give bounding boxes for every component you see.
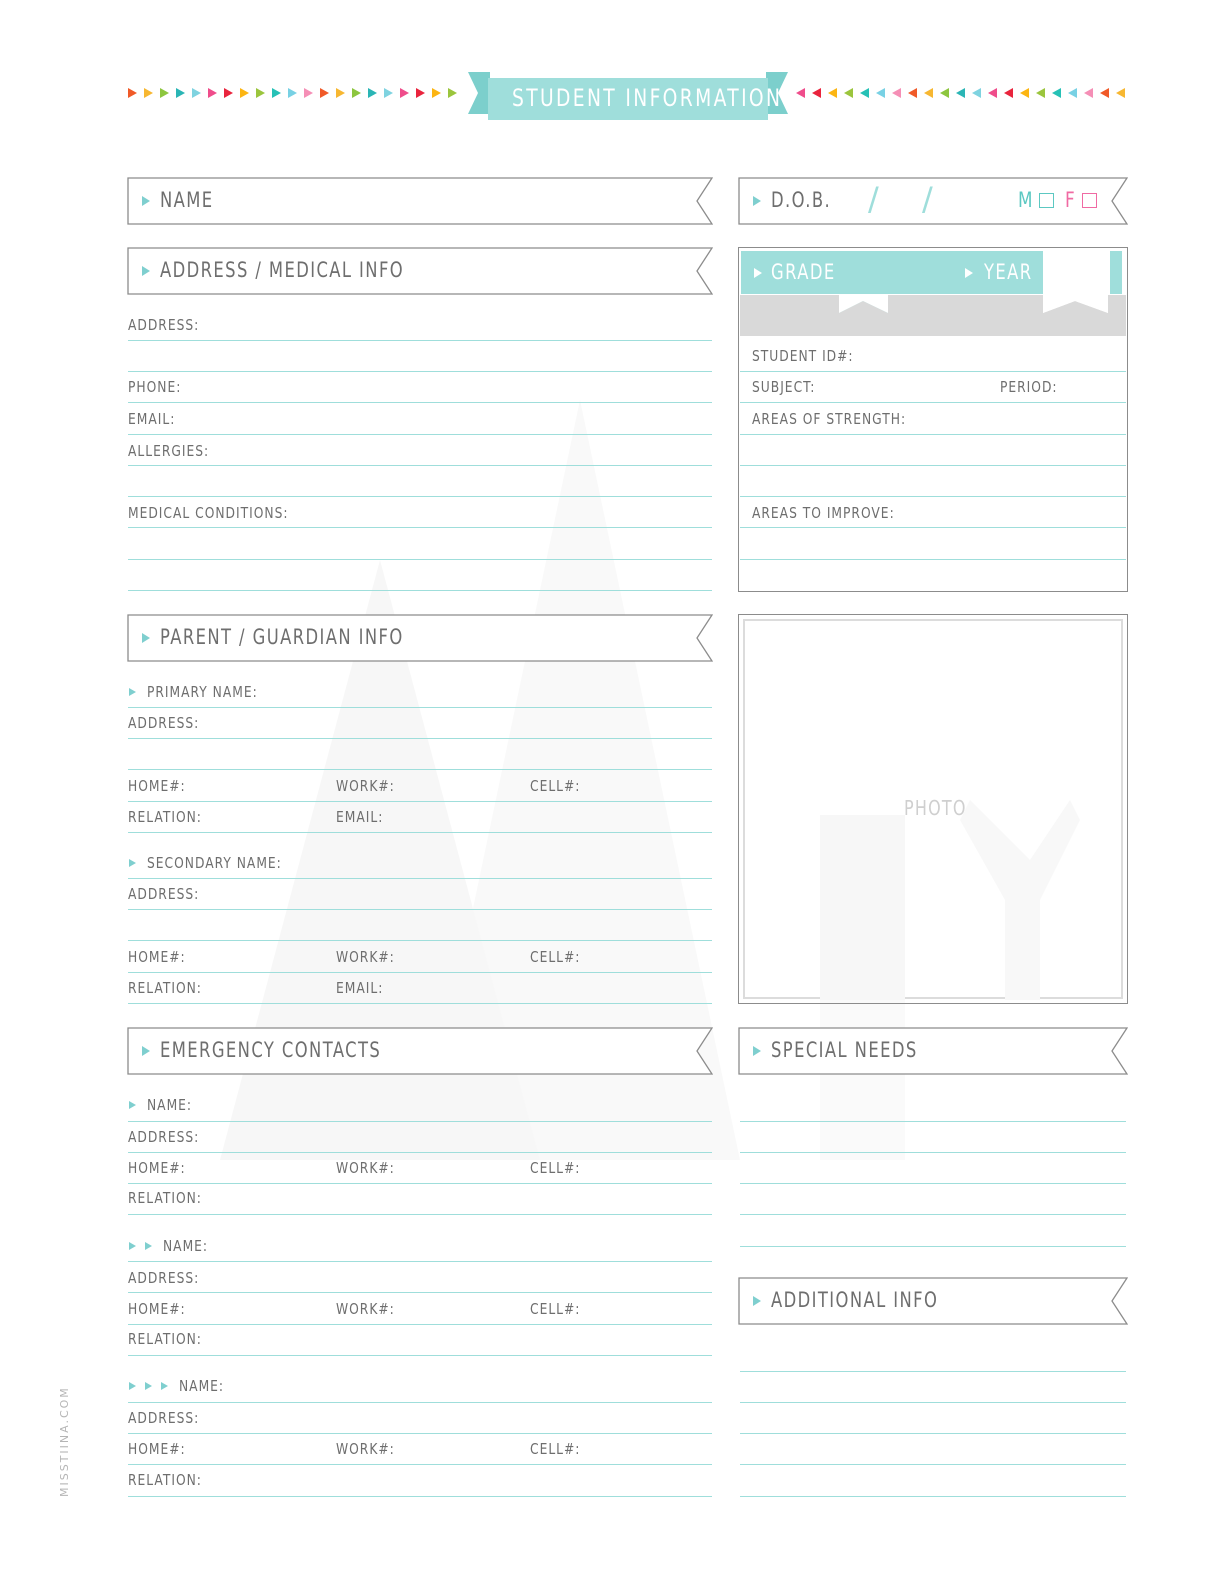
decorative-triangle-icon [828, 88, 837, 98]
contact1-work-label: WORK#: [336, 1159, 395, 1177]
improve-line[interactable] [740, 559, 1126, 560]
contact1-home-label: HOME#: [128, 1159, 186, 1177]
primary-name-line[interactable] [128, 707, 712, 708]
special-needs-line[interactable] [740, 1121, 1126, 1122]
medical-conditions-line[interactable] [128, 527, 712, 528]
phone-field-label: PHONE: [128, 378, 182, 396]
decorative-triangle-icon [1084, 88, 1093, 98]
improve-line[interactable] [740, 527, 1126, 528]
dob-label: D.O.B. [771, 188, 832, 212]
decorative-triangle-icon [1052, 88, 1061, 98]
primary-relation-label: RELATION: [128, 808, 202, 826]
secondary-name-line[interactable] [128, 878, 712, 879]
contact3-cell-label: CELL#: [530, 1440, 581, 1458]
primary-home-label: HOME#: [128, 777, 186, 795]
contact3-relation-line[interactable] [128, 1496, 712, 1497]
strengths-line[interactable] [740, 465, 1126, 466]
bullet-arrow-icon [129, 1382, 136, 1390]
bullet-arrow-icon [161, 1382, 168, 1390]
decorative-triangle-icon [224, 88, 233, 98]
phone-line[interactable] [128, 402, 712, 403]
bullet-arrow-icon [129, 1101, 136, 1109]
additional-info-line[interactable] [740, 1496, 1126, 1497]
additional-info-title: ADDITIONAL INFO [771, 1288, 939, 1312]
contact1-phone-line[interactable] [128, 1183, 712, 1184]
decorative-triangle-icon [176, 88, 185, 98]
address-line[interactable] [128, 371, 712, 372]
decorative-triangle-icon [384, 88, 393, 98]
decorative-triangle-icon [336, 88, 345, 98]
special-needs-title: SPECIAL NEEDS [771, 1038, 918, 1062]
grade-label: GRADE [771, 260, 836, 284]
decorative-triangle-icon [144, 88, 153, 98]
decorative-triangle-icon [192, 88, 201, 98]
bullet-arrow-icon [753, 1296, 761, 1306]
contact2-name-label: NAME: [163, 1237, 209, 1255]
medical-conditions-line[interactable] [128, 559, 712, 560]
bullet-arrow-icon [753, 196, 761, 206]
special-needs-line[interactable] [740, 1152, 1126, 1153]
secondary-cell-label: CELL#: [530, 948, 581, 966]
decorative-triangle-icon [448, 88, 457, 98]
decorative-triangle-icon [1020, 88, 1029, 98]
bullet-arrow-icon [129, 1242, 136, 1250]
decorative-triangle-icon [860, 88, 869, 98]
decorative-triangle-icon [892, 88, 901, 98]
bullet-arrow-icon [965, 268, 973, 278]
special-needs-line[interactable] [740, 1183, 1126, 1184]
secondary-name-label: SECONDARY NAME: [147, 854, 282, 872]
contact3-work-label: WORK#: [336, 1440, 395, 1458]
decorative-triangle-icon [128, 88, 137, 98]
contact2-relation-label: RELATION: [128, 1330, 202, 1348]
parent-title: PARENT / GUARDIAN INFO [160, 625, 404, 649]
male-checkbox[interactable] [1039, 193, 1054, 208]
medical-conditions-line[interactable] [128, 590, 712, 591]
decorative-triangle-icon [288, 88, 297, 98]
strengths-line[interactable] [740, 434, 1126, 435]
female-checkbox[interactable] [1082, 193, 1097, 208]
contact2-name-line[interactable] [128, 1261, 712, 1262]
primary-address-line[interactable] [128, 738, 712, 739]
dob-separator: / [922, 180, 933, 218]
male-label: M [1018, 188, 1033, 212]
decorative-triangle-icon [812, 88, 821, 98]
strengths-label: AREAS OF STRENGTH: [752, 410, 907, 428]
secondary-address-line[interactable] [128, 940, 712, 941]
improve-label: AREAS TO IMPROVE: [752, 504, 895, 522]
contact2-phone-line[interactable] [128, 1324, 712, 1325]
contact2-cell-label: CELL#: [530, 1300, 581, 1318]
bullet-arrow-icon [754, 268, 762, 278]
email-field-label: EMAIL: [128, 410, 176, 428]
secondary-relation-line[interactable] [128, 1003, 712, 1004]
contact2-address-label: ADDRESS: [128, 1269, 200, 1287]
secondary-address-line[interactable] [128, 909, 712, 910]
allergies-line[interactable] [128, 496, 712, 497]
decorative-triangle-icon [972, 88, 981, 98]
decorative-triangle-icon [368, 88, 377, 98]
period-label: PERIOD: [1000, 378, 1058, 396]
secondary-home-label: HOME#: [128, 948, 186, 966]
decorative-triangle-icon [956, 88, 965, 98]
contact2-home-label: HOME#: [128, 1300, 186, 1318]
decorative-triangle-icon [240, 88, 249, 98]
primary-address-line[interactable] [128, 769, 712, 770]
decorative-triangle-icon [908, 88, 917, 98]
primary-name-label: PRIMARY NAME: [147, 683, 258, 701]
year-label: YEAR [984, 260, 1033, 284]
secondary-relation-label: RELATION: [128, 979, 202, 997]
secondary-phone-line[interactable] [128, 972, 712, 973]
special-needs-line[interactable] [740, 1214, 1126, 1215]
secondary-work-label: WORK#: [336, 948, 395, 966]
contact2-work-label: WORK#: [336, 1300, 395, 1318]
address-field-label: ADDRESS: [128, 316, 200, 334]
bullet-arrow-icon [753, 1046, 761, 1056]
email-line[interactable] [128, 434, 712, 435]
contact1-address-line[interactable] [128, 1152, 712, 1153]
decorative-triangle-icon [256, 88, 265, 98]
subject-line[interactable] [740, 402, 1126, 403]
bullet-arrow-icon [145, 1382, 152, 1390]
decorative-triangle-icon [432, 88, 441, 98]
primary-address-label: ADDRESS: [128, 714, 200, 732]
page-title: STUDENT INFORMATION [512, 84, 783, 112]
photo-watermark-graphic [820, 800, 1080, 1000]
bullet-arrow-icon [142, 196, 150, 206]
decorative-triangle-icon [208, 88, 217, 98]
decorative-triangle-icon [924, 88, 933, 98]
medical-conditions-field-label: MEDICAL CONDITIONS: [128, 504, 289, 522]
contact1-address-label: ADDRESS: [128, 1128, 200, 1146]
contact3-relation-label: RELATION: [128, 1471, 202, 1489]
decorative-triangle-icon [796, 88, 805, 98]
additional-info-line[interactable] [740, 1433, 1126, 1434]
decorative-triangle-icon [876, 88, 885, 98]
decorative-triangle-icon [352, 88, 361, 98]
contact3-phone-line[interactable] [128, 1464, 712, 1465]
contact2-address-line[interactable] [128, 1292, 712, 1293]
special-needs-line[interactable] [740, 1246, 1126, 1247]
strengths-line[interactable] [740, 496, 1126, 497]
decorative-triangle-icon [416, 88, 425, 98]
decorative-triangle-icon [1036, 88, 1045, 98]
primary-email-label: EMAIL: [336, 808, 384, 826]
photo-label: PHOTO [904, 796, 967, 820]
decorative-triangle-icon [940, 88, 949, 98]
contact2-relation-line[interactable] [128, 1355, 712, 1356]
student-id-line[interactable] [740, 371, 1126, 372]
name-banner [127, 177, 713, 226]
decorative-triangle-icon [1100, 88, 1109, 98]
primary-cell-label: CELL#: [530, 777, 581, 795]
site-credit: MISSTIINA.COM [58, 1386, 71, 1497]
address-line[interactable] [128, 340, 712, 341]
allergies-field-label: ALLERGIES: [128, 442, 210, 460]
dob-separator: / [868, 180, 879, 218]
primary-phone-line[interactable] [128, 801, 712, 802]
bullet-arrow-icon [145, 1242, 152, 1250]
allergies-line[interactable] [128, 465, 712, 466]
decorative-triangle-icon [1116, 88, 1125, 98]
contact3-address-label: ADDRESS: [128, 1409, 200, 1427]
emergency-title: EMERGENCY CONTACTS [160, 1038, 382, 1062]
contact1-name-label: NAME: [147, 1096, 193, 1114]
decorative-triangle-icon [304, 88, 313, 98]
contact1-cell-label: CELL#: [530, 1159, 581, 1177]
additional-info-line[interactable] [740, 1371, 1126, 1372]
secondary-email-label: EMAIL: [336, 979, 384, 997]
decorative-triangle-icon [400, 88, 409, 98]
student-id-label: STUDENT ID#: [752, 347, 854, 365]
contact3-address-line[interactable] [128, 1433, 712, 1434]
contact3-home-label: HOME#: [128, 1440, 186, 1458]
name-label: NAME [160, 188, 214, 212]
decorative-triangle-icon [160, 88, 169, 98]
bullet-arrow-icon [129, 688, 136, 696]
contact1-name-line[interactable] [128, 1121, 712, 1122]
contact3-name-label: NAME: [179, 1377, 225, 1395]
secondary-address-label: ADDRESS: [128, 885, 200, 903]
bullet-arrow-icon [142, 266, 150, 276]
additional-info-line[interactable] [740, 1402, 1126, 1403]
primary-work-label: WORK#: [336, 777, 395, 795]
subject-label: SUBJECT: [752, 378, 816, 396]
contact1-relation-label: RELATION: [128, 1189, 202, 1207]
female-label: F [1065, 188, 1075, 212]
bullet-arrow-icon [142, 633, 150, 643]
decorative-triangle-icon [272, 88, 281, 98]
decorative-triangle-icon [320, 88, 329, 98]
bullet-arrow-icon [129, 859, 136, 867]
contact3-name-line[interactable] [128, 1402, 712, 1403]
primary-relation-line[interactable] [128, 832, 712, 833]
bullet-arrow-icon [142, 1046, 150, 1056]
decorative-triangle-icon [1068, 88, 1077, 98]
contact1-relation-line[interactable] [128, 1214, 712, 1215]
address-medical-title: ADDRESS / MEDICAL INFO [160, 258, 405, 282]
decorative-triangle-icon [1004, 88, 1013, 98]
additional-info-line[interactable] [740, 1464, 1126, 1465]
decorative-triangle-icon [988, 88, 997, 98]
decorative-triangle-icon [844, 88, 853, 98]
